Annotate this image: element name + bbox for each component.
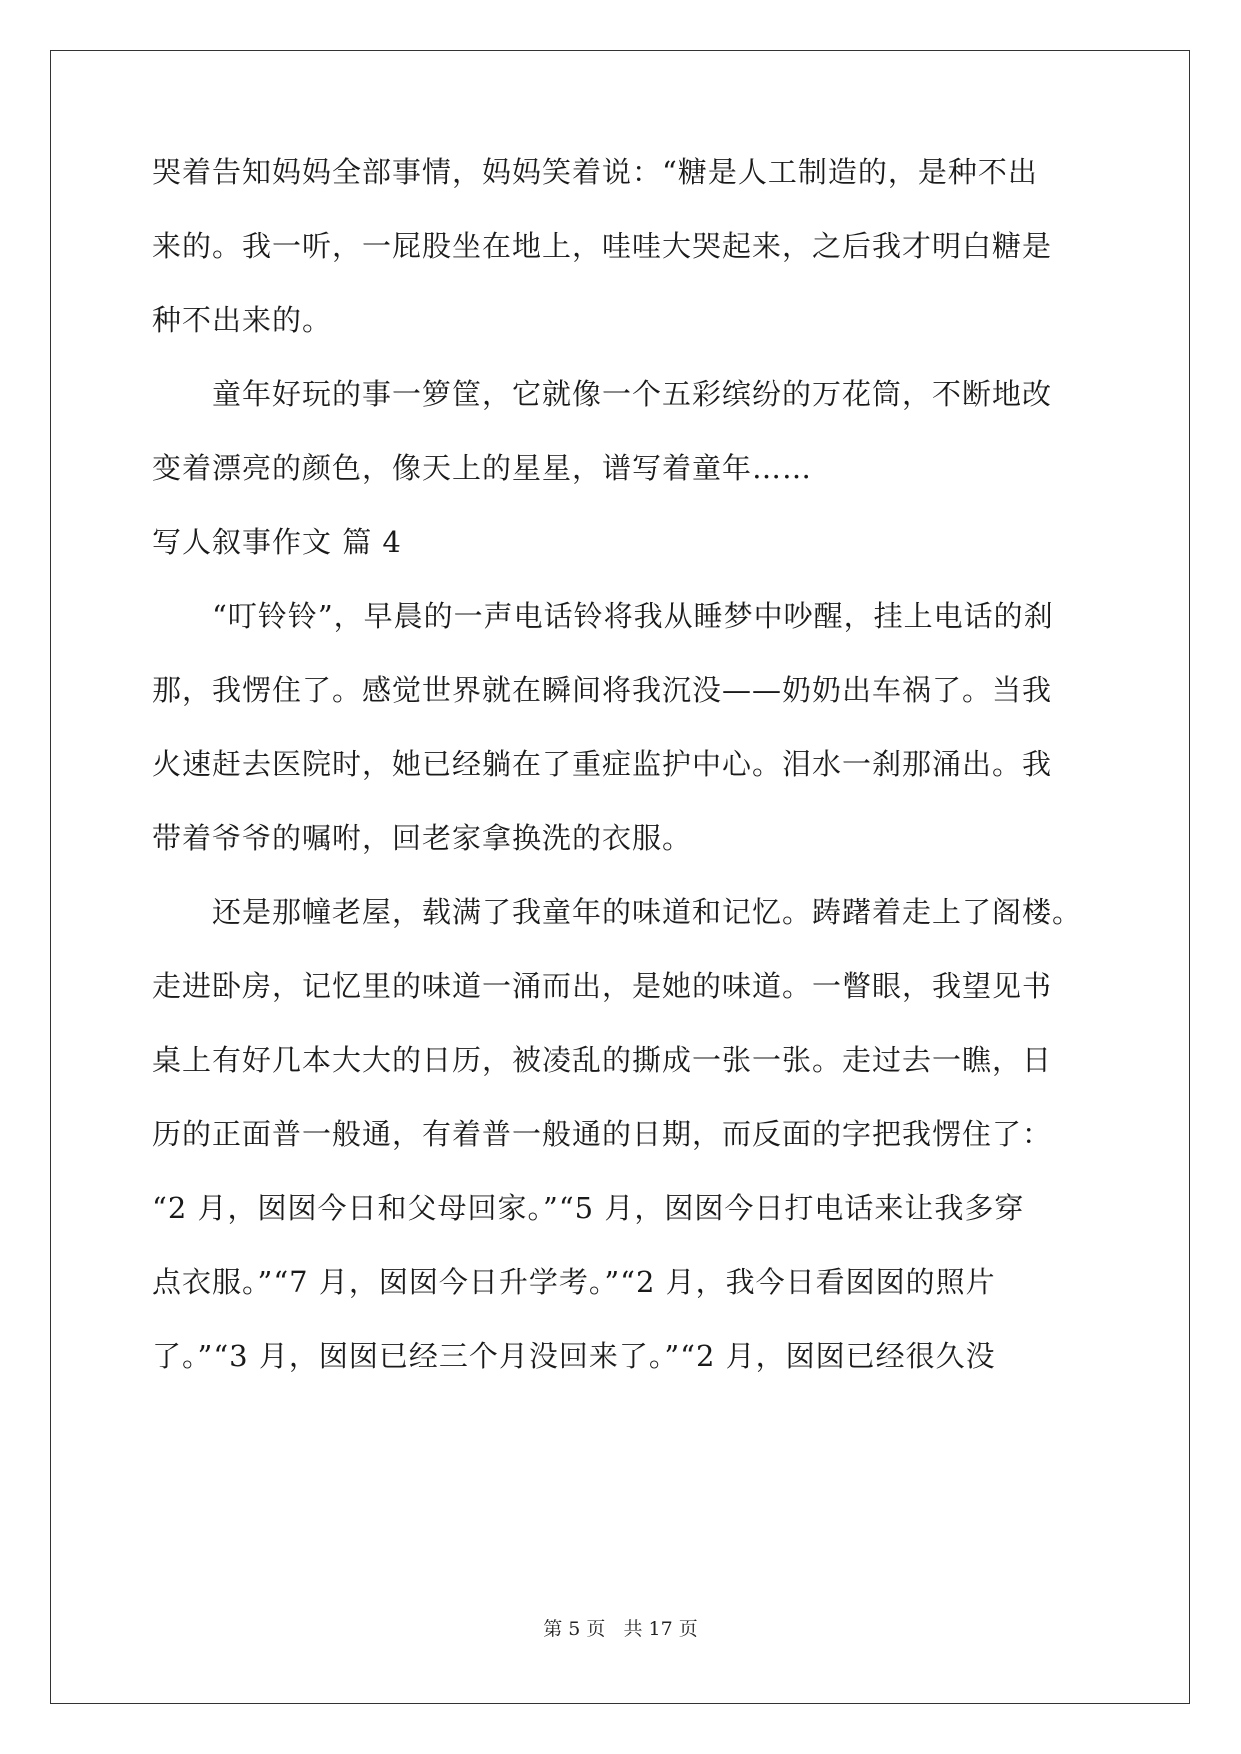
page-footer [0, 1614, 1241, 1641]
text-line: “叮铃铃”，早晨的一声电话铃将我从睡梦中吵醒，挂上电话的刹 [152, 599, 1054, 633]
text-line: 还是那幢老屋，载满了我童年的味道和记忆。踌躇着走上了阁楼。 [152, 895, 1083, 929]
text-line: 火速赶去医院时，她已经躺在了重症监护中心。泪水一刹那涌出。我 [152, 747, 1053, 781]
text-line: 走进卧房，记忆里的味道一涌而出，是她的味道。一瞥眼，我望见书 [152, 969, 1053, 1003]
page-border [50, 50, 1190, 1704]
text-line: 变着漂亮的颜色，像天上的星星，谱写着童年…… [152, 451, 813, 485]
text-line: 种不出来的。 [152, 303, 333, 337]
text-line: 童年好玩的事一箩筐，它就像一个五彩缤纷的万花筒，不断地改 [152, 377, 1053, 411]
page-number: 第 5 页 [543, 1618, 606, 1640]
text-line: 历的正面普一般通，有着普一般通的日期，而反面的字把我愣住了： [152, 1117, 1053, 1151]
text-line: 那，我愣住了。感觉世界就在瞬间将我沉没——奶奶出车祸了。当我 [152, 673, 1053, 707]
text-line: 带着爷爷的嘱咐，回老家拿换洗的衣服。 [152, 821, 693, 855]
page-total: 共 17 页 [623, 1618, 698, 1640]
text-line: 来的。我一听，一屁股坐在地上，哇哇大哭起来，之后我才明白糖是 [152, 229, 1053, 263]
text-line: 桌上有好几本大大的日历，被凌乱的撕成一张一张。走过去一瞧，日 [152, 1043, 1053, 1077]
text-line: 了。”“3 月，囡囡已经三个月没回来了。”“2 月，囡囡已经很久没 [152, 1339, 996, 1373]
text-line: 点衣服。”“7 月，囡囡今日升学考。”“2 月，我今日看囡囡的照片 [152, 1265, 996, 1299]
text-line: 哭着告知妈妈全部事情，妈妈笑着说：“糖是人工制造的，是种不出 [152, 155, 1038, 189]
section-heading: 写人叙事作文 篇 4 [152, 525, 402, 559]
text-line: “2 月，囡囡今日和父母回家。”“5 月，囡囡今日打电话来让我多穿 [152, 1191, 1025, 1225]
